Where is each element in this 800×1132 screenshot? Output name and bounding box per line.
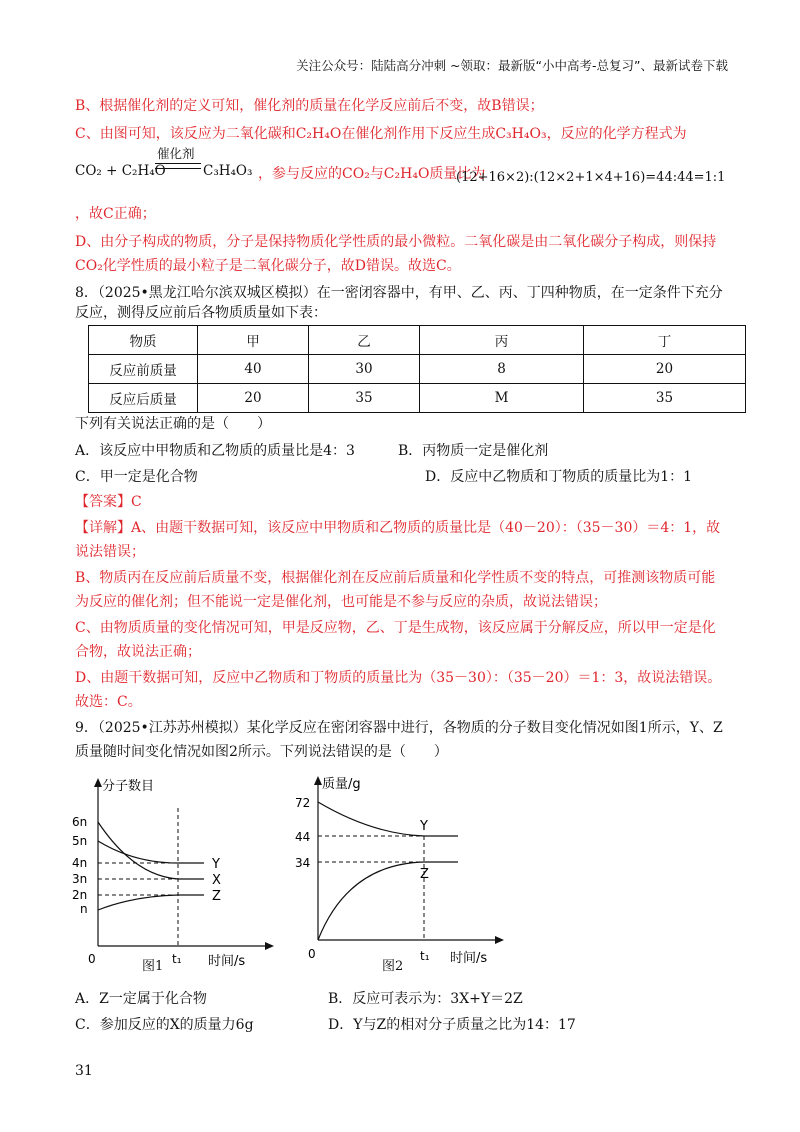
explain-d-line1: D、由分子构成的物质，分子是保持物质化学性质的最小微粒。二氧化碳是由二氧化碳分子构成，则保持	[75, 234, 717, 250]
figure-2-caption: 图2	[382, 959, 404, 974]
table-header-cell: 丙	[420, 326, 584, 355]
t1-label: t₁	[172, 952, 182, 966]
q8-option-a: A．该反应中甲物质和乙物质的质量比是4：3	[75, 443, 355, 459]
page-number: 31	[75, 1063, 93, 1079]
tick-label: 3n	[72, 872, 88, 886]
q8-explain-8: 故选：C。	[75, 694, 142, 710]
q9-stem-line1: 9．（2025•江苏苏州模拟）某化学反应在密闭容器中进行，各物质的分子数目变化情况如图1所示，Y、Z	[75, 720, 723, 736]
q9-option-b: B．反应可表示为：3X+Y＝2Z	[328, 991, 523, 1007]
series-y-curve	[318, 802, 458, 836]
table-cell: 反应后质量	[89, 384, 198, 413]
origin-label: 0	[88, 952, 96, 966]
explain-d-line2: CO₂化学性质的最小粒子是二氧化碳分子，故D错误。故选C。	[75, 258, 461, 274]
equation-catalyst: 催化剂	[157, 146, 195, 161]
tick-label: 34	[295, 856, 311, 870]
tick-label: n	[80, 902, 88, 916]
q8-stem-line1: 8．（2025•黑龙江哈尔滨双城区模拟）在一密闭容器中，有甲、乙、丙、丁四种物质，在一定条件下充分	[75, 285, 723, 301]
table-header-cell: 乙	[309, 326, 420, 355]
figure-1-molecule-count	[72, 768, 292, 978]
q8-explain-4: 为反应的催化剂；但不能说一定是催化剂，也可能是不参与反应的杂质，故说法错误；	[75, 594, 607, 610]
q8-explain-7: D、由题干数据可知，反应中乙物质和丁物质的质量比为（35－30）：（35－20）＝1：3，故说法错误。	[75, 670, 722, 686]
series-x-curve	[98, 822, 204, 879]
q8-option-c: C．甲一定是化合物	[75, 469, 198, 485]
tick-label: 4n	[72, 856, 88, 870]
q8-option-d: D．反应中乙物质和丁物质的质量比为1：1	[425, 469, 693, 485]
equation-equals-sign	[155, 163, 201, 169]
equation-right: C₃H₄O₃	[203, 163, 253, 179]
equation-mass-ratio-text: ，参与反应的CO₂与C₂H₄O质量比为	[258, 166, 486, 182]
equation-mass-ratio: (12+16×2):(12×2+1×4+16)=44:44=1:1	[456, 170, 726, 185]
tick-label: 72	[295, 796, 311, 810]
table-header-cell: 物质	[89, 326, 198, 355]
table-header-cell: 甲	[198, 326, 309, 355]
q9-stem-line2: 质量随时间变化情况如图2所示。下列说法错误的是（ ）	[75, 744, 448, 760]
table-cell: 40	[198, 355, 309, 384]
series-y-curve	[98, 841, 204, 863]
q8-explain-2: 说法错误；	[75, 544, 145, 560]
tick-label: 44	[295, 830, 311, 844]
explain-b: B、根据催化剂的定义可知，催化剂的质量在化学反应前后不变，故B错误；	[75, 98, 544, 114]
tick-label: 2n	[72, 888, 88, 902]
series-label: Y	[420, 819, 428, 834]
x-axis-label: 时间/s	[450, 951, 488, 966]
q8-explain-6: 合物，故说法正确；	[75, 644, 201, 660]
q8-explain-1: 【详解】A、由题干数据可知，该反应中甲物质和乙物质的质量比是（40－20）：（35－30）＝4：1，故	[75, 520, 721, 536]
y-axis-label: 质量/g	[322, 777, 361, 792]
q8-option-b: B．丙物质一定是催化剂	[398, 443, 549, 459]
t1-label: t₁	[420, 949, 430, 963]
q9-option-c: C．参加反应的X的质量力6g	[75, 1017, 254, 1033]
q8-explain-3: B、物质丙在反应前后质量不变，根据催化剂在反应前后质量和化学性质不变的特点，可推测该物质可能	[75, 570, 716, 586]
tick-label: 5n	[72, 834, 88, 848]
origin-label: 0	[308, 947, 316, 961]
x-axis-arrow	[265, 942, 274, 950]
figure-2-mass-over-time	[292, 770, 532, 975]
page-header: 关注公众号：陆陆高分冲刺 ~领取：最新版“小中高考-总复习”、最新试卷下载	[296, 58, 728, 73]
table-cell: 8	[420, 355, 584, 384]
y-axis-arrow	[314, 776, 322, 785]
table-cell: 20	[584, 355, 746, 384]
x-axis-label: 时间/s	[208, 954, 246, 969]
q9-option-a: A．Z一定属于化合物	[75, 991, 207, 1007]
q8-mass-table	[88, 325, 746, 413]
q9-option-d: D．Y与Z的相对分子质量之比为14：17	[328, 1017, 576, 1033]
table-header-row	[89, 326, 746, 355]
q8-explain-5: C、由物质质量的变化情况可知，甲是反应物，乙、丁是生成物，该反应属于分解反应，所以甲一定是化	[75, 620, 716, 636]
x-axis-arrow	[495, 936, 504, 944]
table-cell: M	[420, 384, 584, 413]
equation-left: CO₂ + C₂H₄O	[75, 163, 166, 179]
figure-1-caption: 图1	[142, 959, 164, 974]
table-cell: 35	[309, 384, 420, 413]
series-label: Y	[212, 857, 220, 872]
series-z-curve	[318, 862, 458, 940]
q8-prompt: 下列有关说法正确的是（ ）	[75, 416, 271, 432]
q8-stem-line2: 反应，测得反应前后各物质质量如下表：	[75, 305, 327, 321]
series-label: X	[212, 873, 221, 888]
y-axis-label: 分子数目	[102, 779, 155, 794]
y-axis-arrow	[94, 778, 102, 787]
table-cell: 35	[584, 384, 746, 413]
tick-label: 6n	[72, 815, 88, 829]
table-row	[89, 384, 746, 413]
series-z-curve	[98, 895, 204, 910]
series-label: Z	[212, 889, 221, 904]
table-cell: 反应前质量	[89, 355, 198, 384]
q8-answer: 【答案】C	[75, 494, 142, 510]
table-cell: 20	[198, 384, 309, 413]
table-row	[89, 355, 746, 384]
table-header-cell: 丁	[584, 326, 746, 355]
explain-c: C、由图可知，该反应为二氧化碳和C₂H₄O在催化剂作用下反应生成C₃H₄O₃，反应的化学方程式为	[75, 126, 687, 142]
explain-c-conclusion: ，故C正确；	[75, 206, 156, 222]
series-label: Z	[420, 867, 429, 882]
table-cell: 30	[309, 355, 420, 384]
